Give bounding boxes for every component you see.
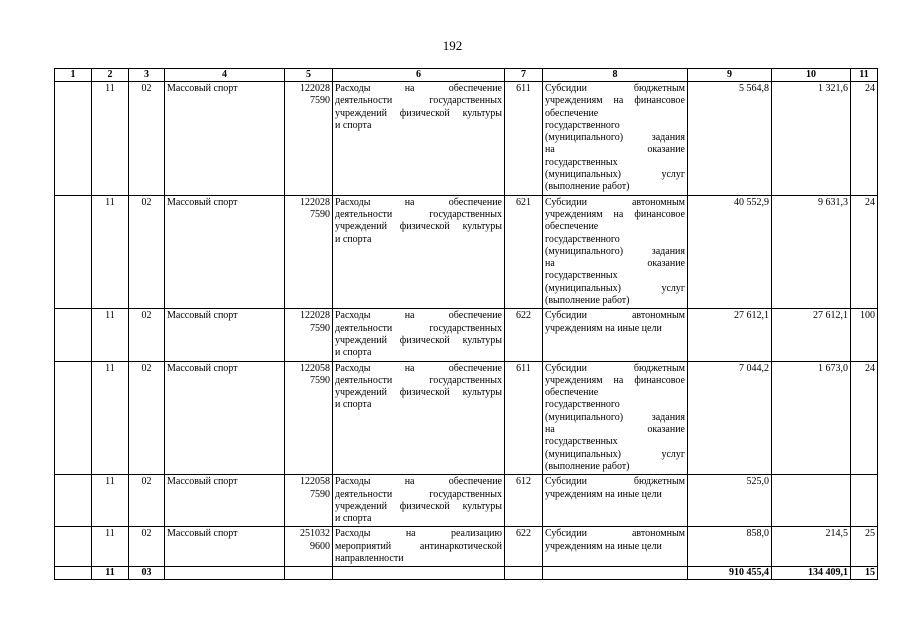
description-line: учреждений физической культуры [335, 221, 502, 233]
cell-expense-description [543, 527, 688, 567]
description-line: (муниципальных) услуг [545, 282, 685, 294]
description-line: учреждений физической культуры [335, 500, 502, 512]
total-cell [55, 567, 92, 580]
cell-expense-type: 622 [505, 527, 543, 567]
header-cell: 1 [55, 69, 92, 82]
target-code-part: 122058 [300, 362, 330, 374]
description-line: обеспечение [545, 387, 599, 399]
description-line: деятельности государственных [335, 208, 502, 220]
target-code-part: 122028 [300, 83, 330, 94]
description-line: учреждениям на финансовое [545, 208, 685, 220]
description-line: и спорта [335, 119, 372, 131]
total-amount-actual: 134 409,1 [772, 567, 851, 580]
cell-amount-actual [772, 475, 851, 527]
cell-subsection: 02 [129, 195, 165, 309]
cell-target-description [333, 82, 505, 196]
cell-percent: 25 [851, 527, 878, 567]
description-line: Расходы на реализацию [335, 528, 502, 540]
cell-col1 [55, 475, 92, 527]
description-line: Расходы на обеспечение [335, 196, 502, 208]
description-line: Субсидии бюджетным [545, 83, 685, 94]
cell-subsection: 02 [129, 527, 165, 567]
header-cell: 7 [505, 69, 543, 82]
cell-subsection-name: Массовый спорт [165, 527, 285, 567]
cell-section: 11 [92, 361, 129, 475]
cell-amount-actual: 1 673,0 [772, 361, 851, 475]
description-line: государственного [545, 233, 620, 245]
total-row [55, 567, 878, 580]
description-line: деятельности государственных [335, 322, 502, 334]
description-line: учреждениям на иные цели [545, 488, 662, 500]
cell-amount-actual: 214,5 [772, 527, 851, 567]
description-line: на оказание [545, 144, 685, 156]
cell-amount-plan: 5 564,8 [688, 82, 772, 196]
description-line: на оказание [545, 258, 685, 270]
cell-target-code [285, 195, 333, 309]
description-line: учреждениям на финансовое [545, 95, 685, 107]
description-line: деятельности государственных [335, 95, 502, 107]
description-line: учреждений физической культуры [335, 334, 502, 346]
cell-col1 [55, 527, 92, 567]
description-line: Субсидии автономным [545, 196, 685, 208]
description-line: государственного [545, 399, 620, 411]
description-line: направленности [335, 552, 404, 564]
target-code-part: 9600 [310, 540, 330, 552]
description-line: (муниципального) задания [545, 411, 685, 423]
cell-expense-type: 612 [505, 475, 543, 527]
description-line: Субсидии автономным [545, 528, 685, 540]
cell-expense-type: 621 [505, 195, 543, 309]
description-line: и спорта [335, 347, 372, 359]
cell-amount-actual: 9 631,3 [772, 195, 851, 309]
description-line: и спорта [335, 513, 372, 525]
cell-subsection-name: Массовый спорт [165, 195, 285, 309]
cell-amount-plan: 40 552,9 [688, 195, 772, 309]
cell-target-description [333, 527, 505, 567]
description-line: и спорта [335, 233, 372, 245]
description-line: (выполнение работ) [545, 181, 630, 193]
description-line: Расходы на обеспечение [335, 362, 502, 374]
total-amount-plan: 910 455,4 [688, 567, 772, 580]
description-line: Субсидии бюджетным [545, 362, 685, 374]
description-line: (выполнение работ) [545, 460, 630, 472]
description-line: на оказание [545, 424, 685, 436]
description-line: учреждениям на финансовое [545, 374, 685, 386]
description-line: обеспечение [545, 221, 599, 233]
cell-col1 [55, 361, 92, 475]
cell-percent: 24 [851, 195, 878, 309]
cell-target-code [285, 361, 333, 475]
description-line: государственных [545, 270, 618, 282]
description-line: (выполнение работ) [545, 295, 630, 307]
page-number: 192 [442, 38, 463, 53]
total-cell [505, 567, 543, 580]
cell-amount-plan: 525,0 [688, 475, 772, 527]
target-code-part: 122028 [300, 196, 330, 208]
description-line: деятельности государственных [335, 374, 502, 386]
table-row [55, 527, 878, 567]
header-cell: 10 [772, 69, 851, 82]
table-row [55, 475, 878, 527]
cell-section: 11 [92, 309, 129, 361]
target-code-part: 122028 [300, 310, 330, 322]
cell-section: 11 [92, 527, 129, 567]
cell-section: 11 [92, 195, 129, 309]
cell-target-description [333, 475, 505, 527]
description-line: учреждениям на иные цели [545, 322, 662, 334]
total-section: 11 [92, 567, 129, 580]
cell-col1 [55, 82, 92, 196]
cell-expense-description [543, 475, 688, 527]
target-code-part: 251032 [300, 528, 330, 540]
cell-expense-type: 611 [505, 361, 543, 475]
target-code-part: 122058 [300, 476, 330, 488]
total-percent: 15 [851, 567, 878, 580]
cell-expense-type: 622 [505, 309, 543, 361]
header-cell: 4 [165, 69, 285, 82]
header-cell: 5 [285, 69, 333, 82]
cell-subsection: 02 [129, 361, 165, 475]
description-line: учреждений физической культуры [335, 107, 502, 119]
cell-amount-plan: 858,0 [688, 527, 772, 567]
total-cell [333, 567, 505, 580]
header-cell: 11 [851, 69, 878, 82]
description-line: деятельности государственных [335, 488, 502, 500]
cell-expense-description [543, 82, 688, 196]
header-cell: 8 [543, 69, 688, 82]
cell-section: 11 [92, 475, 129, 527]
cell-percent: 24 [851, 82, 878, 196]
table-row [55, 361, 878, 475]
cell-expense-type: 611 [505, 82, 543, 196]
description-line: (муниципальных) услуг [545, 448, 685, 460]
cell-subsection-name: Массовый спорт [165, 361, 285, 475]
description-line: государственных [545, 436, 618, 448]
cell-subsection-name: Массовый спорт [165, 82, 285, 196]
cell-subsection: 02 [129, 82, 165, 196]
description-line: Расходы на обеспечение [335, 83, 502, 94]
cell-amount-plan: 7 044,2 [688, 361, 772, 475]
cell-amount-plan: 27 612,1 [688, 309, 772, 361]
description-line: Субсидии бюджетным [545, 476, 685, 488]
cell-percent: 24 [851, 361, 878, 475]
description-line: Субсидии автономным [545, 310, 685, 322]
cell-amount-actual: 27 612,1 [772, 309, 851, 361]
cell-subsection: 02 [129, 475, 165, 527]
target-code-part: 7590 [310, 488, 330, 500]
total-cell [543, 567, 688, 580]
target-code-part: 7590 [310, 95, 330, 107]
cell-subsection-name: Массовый спорт [165, 475, 285, 527]
header-cell: 3 [129, 69, 165, 82]
target-code-part: 7590 [310, 374, 330, 386]
cell-subsection-name: Массовый спорт [165, 309, 285, 361]
cell-section: 11 [92, 82, 129, 196]
cell-target-code [285, 475, 333, 527]
table-row [55, 82, 878, 196]
description-line: государственного [545, 119, 620, 131]
description-line: (муниципального) задания [545, 132, 685, 144]
description-line: учреждений физической культуры [335, 387, 502, 399]
description-line: учреждениям на иные цели [545, 540, 662, 552]
description-line: Расходы на обеспечение [335, 310, 502, 322]
description-line: государственных [545, 156, 618, 168]
description-line: (муниципального) задания [545, 245, 685, 257]
header-cell: 9 [688, 69, 772, 82]
cell-target-code [285, 82, 333, 196]
cell-target-description [333, 195, 505, 309]
description-line: обеспечение [545, 107, 599, 119]
description-line: мероприятий антинаркотической [335, 540, 502, 552]
cell-expense-description [543, 309, 688, 361]
cell-col1 [55, 309, 92, 361]
cell-amount-actual: 1 321,6 [772, 82, 851, 196]
table-row [55, 309, 878, 361]
description-line: Расходы на обеспечение [335, 476, 502, 488]
description-line: и спорта [335, 399, 372, 411]
total-cell [285, 567, 333, 580]
cell-target-description [333, 309, 505, 361]
cell-subsection: 02 [129, 309, 165, 361]
description-line: (муниципальных) услуг [545, 169, 685, 181]
cell-target-code [285, 309, 333, 361]
header-row [55, 69, 878, 82]
table-row [55, 195, 878, 309]
cell-target-code [285, 527, 333, 567]
target-code-part: 7590 [310, 208, 330, 220]
cell-expense-description [543, 195, 688, 309]
cell-target-description [333, 361, 505, 475]
header-cell: 6 [333, 69, 505, 82]
cell-expense-description [543, 361, 688, 475]
total-subsection: 03 [129, 567, 165, 580]
cell-percent [851, 475, 878, 527]
budget-table [54, 68, 878, 580]
cell-percent: 100 [851, 309, 878, 361]
header-cell: 2 [92, 69, 129, 82]
target-code-part: 7590 [310, 322, 330, 334]
cell-col1 [55, 195, 92, 309]
total-cell [165, 567, 285, 580]
